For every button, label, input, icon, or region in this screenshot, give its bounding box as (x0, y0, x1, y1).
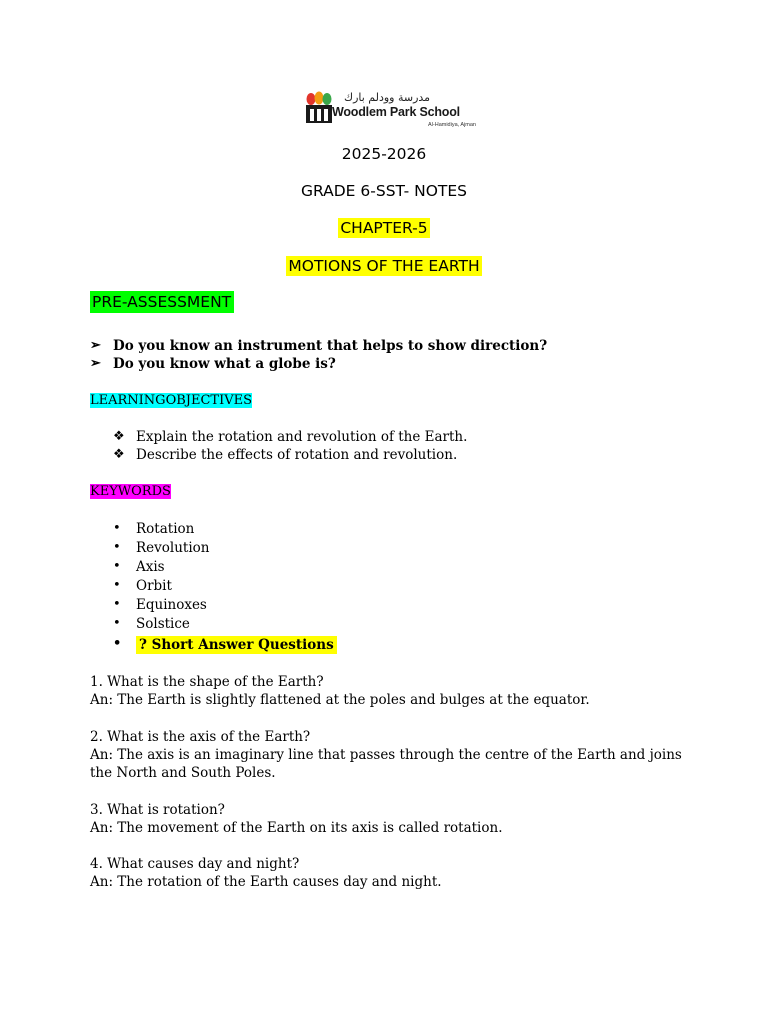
arrow-bullet-icon: ➢ (90, 356, 101, 371)
keyword-text: Revolution (136, 540, 210, 556)
question-text: 4. What causes day and night? (90, 856, 300, 872)
short-answer-heading-text: ? Short Answer Questions (136, 636, 337, 654)
bullet-icon: • (113, 578, 121, 593)
answer-text: An: The Earth is slightly flattened at the poles and bulges at the equator. (90, 692, 590, 708)
bullet-icon: • (113, 636, 122, 651)
keyword-text: Rotation (136, 521, 195, 537)
chapter-heading (0, 219, 768, 237)
pre-assessment-question-text: Do you know what a globe is? (113, 356, 336, 372)
qa-item (90, 801, 690, 837)
grade-heading (0, 182, 768, 200)
pre-assessment-question-text: Do you know an instrument that helps to show direction? (113, 338, 548, 354)
keyword-text: Equinoxes (136, 597, 207, 613)
answer-text: An: The movement of the Earth on its axis is called rotation. (90, 820, 503, 836)
chapter-title (0, 257, 768, 275)
learning-objectives-heading-text: LEARNINGOBJECTIVES (90, 393, 253, 408)
school-name-arabic: مدرسة وودلم بارك (344, 91, 431, 104)
answer-text: An: The rotation of the Earth causes day and night. (90, 874, 442, 890)
school-name: Woodlem Park School (332, 105, 460, 119)
grade-heading-text: GRADE 6-SST- NOTES (300, 182, 467, 200)
keyword-text: Axis (136, 559, 165, 575)
pre-assessment-heading (90, 293, 234, 311)
keyword-text: Solstice (136, 616, 190, 632)
bullet-icon: • (113, 597, 121, 612)
academic-year-text: 2025-2026 (341, 145, 427, 163)
pre-assessment-heading-text: PRE-ASSESSMENT (90, 291, 234, 313)
school-location: Al-Hamidiya, Ajman (428, 122, 476, 128)
answer-text: An: The axis is an imaginary line that passes through the centre of the Earth and joins the North and South Poles. (90, 747, 682, 781)
qa-item (90, 855, 690, 891)
arrow-bullet-icon: ➢ (90, 338, 101, 353)
keywords-heading (90, 484, 171, 499)
school-logo-icon (304, 91, 334, 125)
bullet-icon: • (113, 616, 121, 631)
bullet-icon: • (113, 540, 121, 555)
academic-year (0, 145, 768, 163)
school-logo (304, 91, 476, 133)
diamond-bullet-icon: ❖ (113, 447, 125, 462)
question-text: 3. What is rotation? (90, 802, 225, 818)
objective-text: Explain the rotation and revolution of the Earth. (136, 429, 468, 445)
qa-item (90, 728, 690, 782)
chapter-heading-text: CHAPTER-5 (340, 219, 428, 237)
keyword-text: Orbit (136, 578, 172, 594)
qa-item (90, 673, 690, 709)
objective-text: Describe the effects of rotation and revolution. (136, 447, 458, 463)
bullet-icon: • (113, 559, 121, 574)
keywords-heading-text: KEYWORDS (90, 484, 171, 499)
learning-objectives-heading (90, 393, 252, 408)
chapter-title-text: MOTIONS OF THE EARTH (288, 257, 480, 275)
diamond-bullet-icon: ❖ (113, 429, 125, 444)
question-text: 2. What is the axis of the Earth? (90, 729, 311, 745)
bullet-icon: • (113, 521, 121, 536)
question-text: 1. What is the shape of the Earth? (90, 674, 324, 690)
